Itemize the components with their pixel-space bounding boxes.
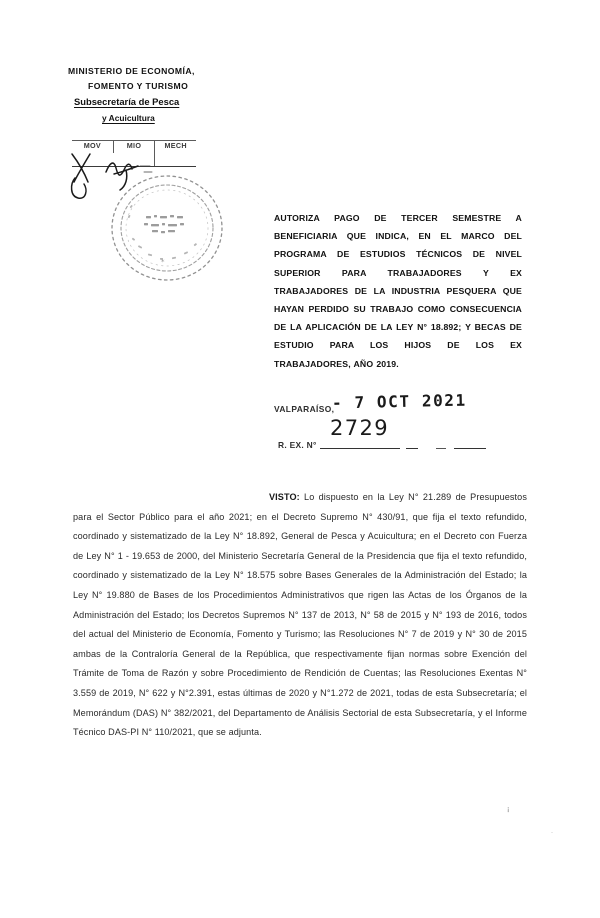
footer-artifact-mark-a: ¡ [507, 806, 510, 813]
subject-block [274, 209, 522, 373]
footer-artifact-mark-b: · [551, 830, 553, 836]
issuance-date-stamp: - 7 OCT 2021 [331, 390, 467, 413]
resolution-number-label: R. EX. N° [278, 440, 317, 450]
body-lead-keyword: VISTO: [269, 492, 300, 502]
initials-cell-mov: MOV [72, 140, 113, 153]
initials-bottom-rule [72, 166, 196, 167]
resolution-number-stamp: 2729 [330, 416, 390, 440]
letterhead-subsecretariat-line-1: Subsecretaría de Pesca [74, 96, 180, 107]
initials-cell-mech: MECH [154, 140, 196, 153]
resolution-number-rule-4 [454, 448, 486, 449]
initials-vertical-rule [154, 140, 155, 167]
subject-text: AUTORIZA PAGO DE TERCER SEMESTRE A BENEFICIARIA QUE INDICA, EN EL MARCO DEL PROGRAMA DE ESTUDIOS TÉCNICOS DE NIVEL SUPERIOR PARA TRABAJADORES Y EX TRABAJADORES DE LA INDUSTRIA PESQUERA QUE HAYAN PERDIDO SU TRABAJO COMO CONSECUENCIA DE LA APLICACIÓN DE LA LEY N° 18.892; Y BECAS DE ESTUDIO PARA LOS HIJOS DE LOS EX TRABAJADORES, AÑO 2019. [274, 213, 522, 369]
body-paragraph-text: Lo dispuesto en la Ley N° 21.289 de Presupuestos para el Sector Público para el año 2021; en el Decreto Supremo N° 430/91, que fija el texto refundido, coordinado y sistematizado de la Ley N° 18.892, General de Pesca y Acuicultura; en el Decreto con Fuerza de Ley N° 1 - 19.653 de 2000, del Ministerio Secretaría General de la Presidencia que fija el texto refundido, coordinado y sistematizado de la Ley N° 18.575 sobre Bases Generales de la Administración del Estado; la Ley N° 19.880 de Bases de los Procedimientos Administrativos que rigen las Actas de los Órganos de la Administración del Estado; los Decretos Supremos N° 137 de 2013, N° 58 de 2015 y N° 193 de 2016, todos del actual del Ministerio de Economía, Fomento y Turismo; las Resoluciones N° 7 de 2019 y N° 30 de 2015 ambas de la Contraloría General de la República, que respectivamente fijan normas sobre Exención del Trámite de Toma de Razón y sobre Procedimiento de Rendición de Cuentas; las Resoluciones Exentas N° 3.559 de 2019, N° 622 y N°2.391, estas últimas de 2020 y N°1.272 de 2021, todas de esta Subsecretaría; el Memorándum (DAS) N° 382/2021, del Departamento de Análisis Sectorial de esta Subsecretaría, y el Informe Técnico DAS-PI N° 110/2021, que se adjunta. [73, 492, 527, 738]
issuance-city-label: VALPARAÍSO, [274, 404, 335, 414]
body-block [73, 488, 527, 743]
resolution-number-rule-3 [436, 448, 446, 449]
letterhead-subsecretariat-line-2: y Acuicultura [102, 113, 155, 123]
initials-routing-table [72, 140, 196, 170]
svg-text:*: * [161, 258, 165, 266]
body-paragraph [73, 488, 527, 743]
issuance-block [274, 390, 524, 468]
resolution-number-rule-1 [320, 448, 400, 449]
letterhead-ministry-line-2: FOMENTO Y TURISMO [88, 81, 189, 91]
official-seal-stamp-icon [108, 172, 226, 284]
letterhead-ministry-line-1: MINISTERIO DE ECONOMÍA, [68, 66, 195, 76]
resolution-number-rule-2 [406, 448, 418, 449]
initials-cell-mio: MIO [113, 140, 155, 153]
letterhead [66, 64, 276, 126]
initials-header-row [72, 140, 196, 153]
